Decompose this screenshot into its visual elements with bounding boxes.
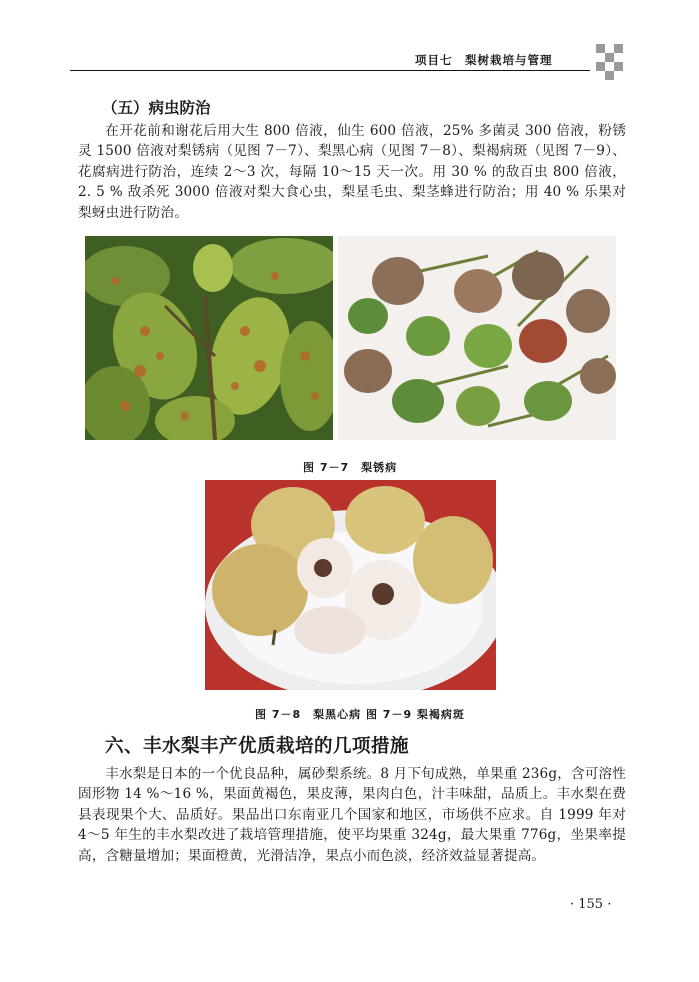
photo-diseased-pear-fruits <box>338 236 616 440</box>
section-title-fengshui-pear: 六、丰水梨丰产优质栽培的几项措施 <box>105 736 410 757</box>
header-rule <box>70 70 590 71</box>
page-number: · 155 · <box>570 897 612 912</box>
running-header: 项目七 梨树栽培与管理 <box>415 53 553 67</box>
paragraph-fengshui-pear: 丰水梨是日本的一个优良品种，属砂梨系统。8 月下旬成熟，单果重 236g，含可溶性固形物 14 %～16 %，果面黄褐色，果皮薄，果肉白色，汁丰味甜，品质上。丰水梨在费县表现果个大、品质好。果品出口东南亚几个国家和地区，市场供不应求。自 1999 年对 4～5 年生的丰水梨改进了栽培管理措施，使平均果重 324g，最大果重 776g，坐果率提高，含糖量增加；果面橙黄，光滑洁净，果点小而色淡，经济效益显著提高。 <box>78 766 626 864</box>
figure-caption-7-8-7-9: 图 7－8 梨黑心病 图 7－9 梨褐病斑 <box>255 708 465 721</box>
photo-pear-black-heart <box>205 480 496 690</box>
figure-caption-7-7: 图 7－7 梨锈病 <box>303 461 398 474</box>
photo-pear-rust-leaves <box>85 236 333 440</box>
section-title-pest-control: （五）病虫防治 <box>102 99 211 117</box>
paragraph-pest-control: 在开花前和谢花后用大生 800 倍液，仙生 600 倍液，25% 多菌灵 300 倍液，粉锈灵 1500 倍液对梨锈病（见图 7－7）、梨黑心病（见图 7－8）、梨褐病斑（见图 7－9）、花腐病进行防治，连续 2～3 次，每隔 10～15 天一次。用 30 % 的敌百虫 800 倍液，2. 5 % 敌杀死 3000 倍液对梨大食心虫，梨星毛虫、梨茎蜂进行防治；用 40 % 乐果对梨蚜虫进行防治。 <box>78 123 626 221</box>
header-decoration <box>596 44 624 80</box>
